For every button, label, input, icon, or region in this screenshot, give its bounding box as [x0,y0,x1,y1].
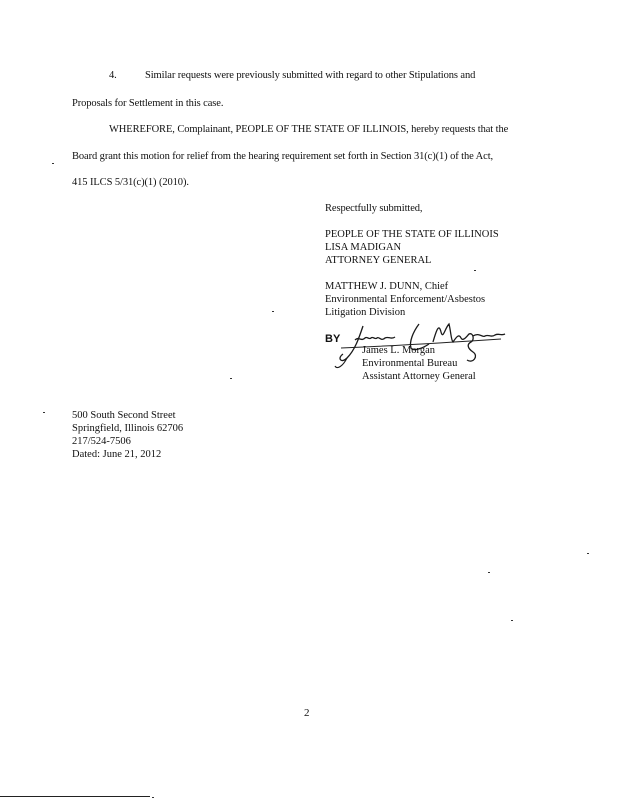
scan-speck [511,620,513,621]
division-line: Litigation Division [325,307,406,318]
address-block [72,409,183,461]
closing-text: Respectfully submitted, [325,203,423,214]
scan-speck [587,553,589,554]
party-block [325,228,499,267]
scan-speck [152,797,154,798]
party-line: ATTORNEY GENERAL [325,255,432,266]
signatory-title: Assistant Attorney General [362,371,476,382]
scan-speck [52,163,54,164]
page-number: 2 [304,707,310,719]
paragraph-number: 4. [109,70,117,81]
address-street: 500 South Second Street [72,410,176,421]
scan-speck [488,572,490,573]
party-line: LISA MADIGAN [325,242,402,253]
bottom-rule [0,796,150,797]
signatory-block [362,344,476,383]
address-date: Dated: June 21, 2012 [72,449,162,460]
wherefore-line-1: WHEREFORE, Complainant, PEOPLE OF THE STATE OF ILLINOIS, hereby requests that the [109,124,509,135]
division-line: MATTHEW J. DUNN, Chief [325,281,449,292]
signatory-name: James L. Morgan [362,345,436,356]
wherefore-line-2: Board grant this motion for relief from the hearing requirement set forth in Section 31(c)(1) of the Act, [72,151,494,162]
signatory-bureau: Environmental Bureau [362,358,458,369]
scan-speck [474,270,476,271]
paragraph-4-line-2: Proposals for Settlement in this case. [72,98,224,109]
paragraph-4-line-1: Similar requests were previously submitted with regard to other Stipulations and [145,70,476,81]
party-line: PEOPLE OF THE STATE OF ILLINOIS [325,229,499,240]
scan-speck [43,412,45,413]
by-label: BY [325,333,341,345]
scan-speck [230,378,232,379]
wherefore-line-3: 415 ILCS 5/31(c)(1) (2010). [72,177,189,188]
division-line: Environmental Enforcement/Asbestos [325,294,486,305]
division-block [325,280,485,319]
scan-speck [272,311,274,312]
address-phone: 217/524-7506 [72,436,131,447]
address-city: Springfield, Illinois 62706 [72,423,184,434]
